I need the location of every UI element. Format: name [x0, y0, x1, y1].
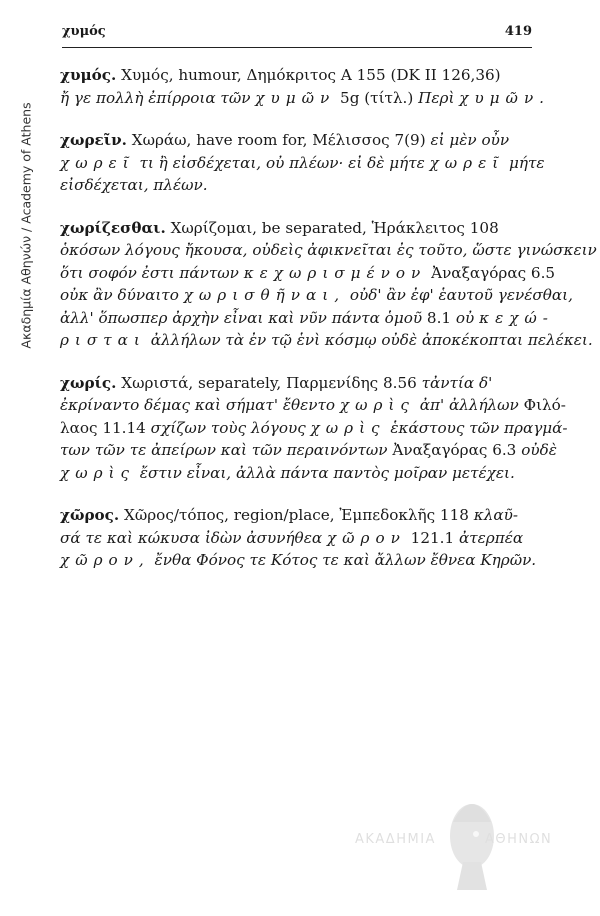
entry-line [60, 129, 532, 152]
spaced-keyword: χωρὶς [60, 463, 135, 482]
greek-quotation: οὐδ' ἂν ἐφ' ἑαυτοῦ γενέσθαι, [345, 286, 573, 304]
greek-quotation: των τῶν τε ἀπείρων καὶ τῶν περαινόντων [60, 441, 393, 459]
entry-headword: χωρίς. [60, 373, 117, 392]
entry-line [60, 504, 532, 527]
greek-quotation: οὐδὲ [521, 441, 557, 459]
entry-text: 5g (τίτλ.) [335, 88, 419, 107]
entry-text: Χωριστά, separately, Παρμενίδης 8.56 [116, 373, 422, 392]
entry-text: Ἀναξαγόρας 6.3 [392, 441, 522, 459]
greek-quotation: ἀλλ' ὅπωσπερ ἀρχὴν εἶναι καὶ νῦν πάντα ὁμοῦ [60, 308, 427, 327]
entry-text: 121.1 [405, 528, 459, 547]
entry-text: 8.1 [426, 308, 456, 327]
greek-quotation: κλαῦ- [473, 506, 518, 524]
entry-line [60, 549, 537, 572]
spaced-keyword: χωρὶς [339, 396, 415, 414]
greek-quotation: ὁκόσων λόγους ἤκουσα, οὐδεὶς ἀφικνεῖται ἐς τοῦτο, ὥστε γινώσκειν [60, 241, 597, 259]
entry-line [60, 372, 532, 395]
archive-stamp-text: Ακαδημία Αθηνών / Academy of Athens [18, 102, 34, 349]
dictionary-entry [60, 504, 537, 572]
spaced-keyword: κεχωρισμένον [243, 263, 427, 282]
greek-quotation: ἀπ' ἀλλήλων [414, 396, 524, 414]
entry-headword: χυμός. [60, 66, 117, 84]
entry-text: Ἀναξαγόρας 6.5 [426, 263, 556, 282]
entry-line [60, 394, 566, 417]
entry-line [60, 239, 597, 262]
watermark-text-right: ΑΘΗΝΩΝ [485, 832, 553, 847]
greek-quotation: ἤ γε πολλὴ ἐπίρροια τῶν [60, 88, 256, 107]
dictionary-entry [60, 129, 545, 197]
spaced-keyword: χῶρον, [60, 551, 150, 569]
greek-quotation: ἔνθα Φόνος τε Κότος τε καὶ ἄλλων ἔθνεα Κηρῶν. [149, 551, 537, 569]
entry-line [60, 329, 593, 352]
greek-quotation: ἀλλήλων τὰ ἐν τῷ ἑνὶ κόσμῳ οὐδὲ ἀποκέκοπται πελέκει. [145, 331, 593, 349]
greek-quotation: ἑκάστους τῶν πραγμά- [385, 418, 568, 437]
entry-line [60, 262, 556, 285]
entry-headword: χωρίζεσθαι. [60, 218, 166, 237]
greek-quotation: οὐ [455, 308, 480, 327]
greek-quotation: τἀντία δ' [421, 373, 493, 392]
entry-line [60, 152, 545, 175]
greek-quotation: μήτε [504, 153, 545, 172]
entry-headword: χῶρος. [60, 506, 120, 524]
entry-line [60, 284, 573, 307]
spaced-keyword: χῶρον [326, 528, 406, 547]
academy-watermark [355, 788, 553, 898]
entry-line [60, 417, 568, 440]
entry-text: Φιλό- [523, 396, 566, 414]
dictionary-entry [60, 372, 568, 485]
greek-quotation: εἰσδέχεται, πλέων. [60, 176, 208, 194]
greek-quotation: τι ἢ εἰσδέχεται, οὐ πλέων· εἰ δὲ μήτε [134, 153, 430, 172]
entry-text: Χυμός, humour, Δημόκριτος A 155 (DK II 126,36) [116, 66, 501, 84]
spaced-keyword: χωρεῖ [429, 153, 505, 172]
spaced-keyword: χωρισθῆναι, [183, 286, 346, 304]
entry-line [60, 307, 554, 330]
entry-text: Χωρίζομαι, be separated, Ἡράκλειτος 108 [165, 218, 499, 237]
running-head [62, 24, 532, 44]
greek-quotation: ἐκρίναντο δέμας καὶ σήματ' ἔθεντο [60, 396, 340, 414]
greek-quotation: ὅτι σοφόν ἐστι πάντων [60, 263, 244, 282]
greek-quotation: Περὶ [418, 88, 460, 107]
greek-quotation: εἰ μὲν οὖν [430, 131, 510, 149]
watermark-text-left: ΑΚΑΔΗΜΙΑ [355, 832, 436, 847]
dictionary-entry [60, 217, 597, 352]
spaced-keyword: χυμῶν [255, 88, 336, 107]
dictionary-entries [60, 64, 597, 592]
entry-line [60, 217, 532, 240]
archive-stamp [6, 40, 32, 420]
spaced-keyword: χυμῶν. [459, 88, 551, 107]
spaced-keyword: κεχώ- [479, 308, 554, 327]
spaced-keyword: χωρεῖ [60, 153, 135, 172]
entry-text: Χωράω, have room for, Μέλισσος 7(9) [126, 131, 431, 149]
greek-quotation: σά τε καὶ κώκυσα ἰδὼν ἀσυνήθεα [60, 528, 327, 547]
greek-quotation: ἀτερπέα [458, 528, 524, 547]
spaced-keyword: ρισται [60, 331, 146, 349]
entry-line [60, 462, 532, 485]
dictionary-entry [60, 64, 551, 109]
entry-line [60, 64, 532, 87]
entry-headword: χωρεῖν. [60, 131, 127, 149]
header-rule [62, 47, 532, 48]
entry-line [60, 527, 532, 550]
entry-text: λαος 11.14 [60, 418, 151, 437]
entry-line [60, 174, 532, 197]
greek-quotation: ἔστιν εἶναι, ἀλλὰ πάντα παντὸς μοῖραν μετέχει. [134, 463, 515, 482]
greek-quotation: σχίζων τοὺς λόγους [150, 418, 311, 437]
running-head-word: χυμός [62, 24, 106, 39]
greek-quotation: οὐκ ἂν δύναιτο [60, 286, 184, 304]
page-number: 419 [504, 24, 532, 39]
entry-text: Χῶρος/τόπος, region/place, Ἐμπεδοκλῆς 118 [119, 506, 474, 524]
entry-line [60, 439, 557, 462]
spaced-keyword: χωρὶς [310, 418, 386, 437]
entry-line [60, 87, 551, 110]
